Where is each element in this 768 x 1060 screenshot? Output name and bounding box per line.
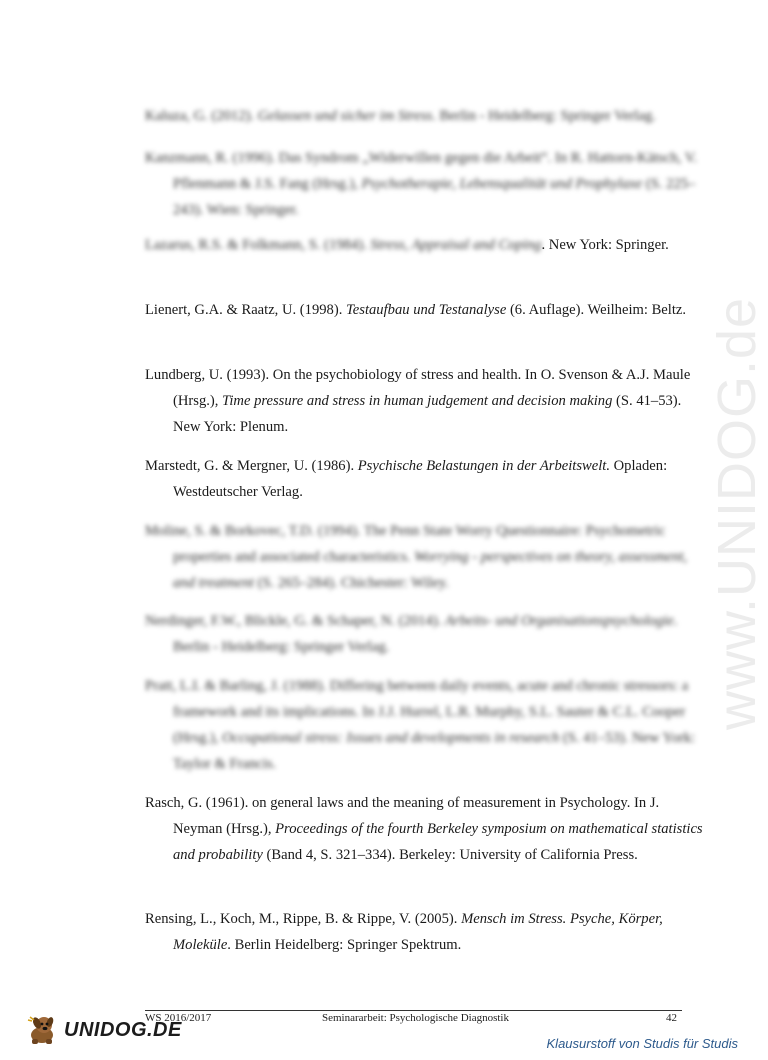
reference-title: Stress, Appraisal and Coping [370, 237, 542, 253]
footer-title: Seminararbeit: Psychologische Diagnostik [322, 1012, 509, 1024]
reference-title: Arbeits- und Organisationspsychologie [444, 613, 674, 629]
reference-title: Gelassen und sicher im Stress [257, 108, 433, 124]
dog-mascot-icon [26, 1014, 62, 1046]
reference-publisher: Opladen: Westdeutscher Verlag. [173, 458, 668, 500]
reference-authors: Lazarus, R.S. & Folkmann, S. (1984). [145, 237, 371, 253]
reference-entry [145, 673, 708, 777]
reference-authors: Marstedt, G. & Mergner, U. (1986). [145, 458, 358, 474]
reference-authors: Kaluza, G. (2012). [145, 108, 258, 124]
reference-publisher: . Berlin - Heidelberg: Springer Verlag. [173, 613, 678, 655]
reference-entry [145, 608, 708, 660]
reference-authors: Lienert, G.A. & Raatz, U. (1998). [145, 302, 347, 318]
reference-title: Worrying - perspectives on theory, assessment, and treatment [173, 549, 688, 591]
footer-page-number: 42 [666, 1012, 677, 1024]
reference-entry [145, 362, 708, 440]
reference-entry [145, 103, 708, 129]
reference-authors: Lundberg, U. (1993). On the psychobiology of stress and health. In O. Svenson & A.J. Maule (Hrsg.), [145, 367, 691, 409]
reference-entry [145, 453, 708, 505]
reference-title: Psychische Belastungen in der Arbeitswelt. [357, 458, 610, 474]
reference-publisher: . Berlin - Heidelberg: Springer Verlag. [432, 108, 656, 124]
tagline: Klausurstoff von Studis für Studis [546, 1036, 738, 1051]
reference-entry [145, 790, 708, 868]
reference-authors: Rensing, L., Koch, M., Rippe, B. & Rippe, V. (2005). [145, 911, 462, 927]
reference-publisher: (Band 4, S. 321–334). Berkeley: University of California Press. [262, 847, 638, 863]
watermark-text: www.UNIDOG.de [707, 296, 767, 730]
reference-title: Psychotherapie, Lebensqualität und Prophylaxe [361, 176, 643, 192]
reference-publisher: (S. 265–284). Chichester: Wiley. [253, 575, 449, 591]
reference-title: Proceedings of the fourth Berkeley symposium on mathematical statistics and probability [173, 821, 703, 863]
reference-authors: Kanzmann, R. (1996). Das Syndrom „Widerwillen gegen die Arbeit“. In R. Hattorn-Kätsch, V. Pflenmann & J.S. Fang (Hrsg.), [145, 150, 698, 192]
footer-semester: WS 2016/2017 [145, 1012, 212, 1024]
logo-text: UNIDOG.DE [64, 1018, 182, 1041]
reference-authors: Pratt, L.I. & Barling, J. (1988). Differing between daily events, acute and chronic stressors: a framework and its implications. In J.J. Hurrel, L.R. Murphy, S.L. Sauter & C.L. Cooper (Hrsg.), [145, 678, 689, 746]
reference-authors: Rasch, G. (1961). on general laws and the meaning of measurement in Psychology. In J. Neyman (Hrsg.), [145, 795, 660, 837]
reference-title: Testaufbau und Testanalyse [346, 302, 507, 318]
unidog-logo[interactable] [26, 1014, 182, 1046]
reference-authors: Nerdinger, F.W., Blickle, G. & Schaper, N. (2014). [145, 613, 445, 629]
reference-entry [145, 145, 708, 223]
reference-title: Time pressure and stress in human judgement and decision making [222, 393, 613, 409]
reference-publisher: (S. 41–53). New York: Taylor & Francis. [173, 730, 696, 772]
reference-title: Occupational stress: Issues and developments in research [222, 730, 560, 746]
reference-entry [145, 297, 708, 323]
reference-publisher: . Berlin Heidelberg: Springer Spektrum. [227, 937, 462, 953]
reference-authors: Moline, S. & Borkovec, T.D. (1994). The Penn State Worry Questionnaire: Psychometric properties and associated characteristics. [145, 523, 666, 565]
reference-publisher: (S. 225–243). Wien: Springer. [173, 176, 696, 218]
reference-publisher: (6. Auflage). Weilheim: Beltz. [506, 302, 687, 318]
reference-entry [145, 906, 708, 958]
reference-publisher: (S. 41–53). New York: Plenum. [173, 393, 682, 435]
reference-entry [145, 518, 708, 596]
reference-title: Mensch im Stress. Psyche, Körper, Moleküle [173, 911, 663, 953]
reference-entry [145, 232, 708, 258]
reference-publisher: . New York: Springer. [541, 237, 669, 253]
footer-divider [145, 1010, 682, 1011]
